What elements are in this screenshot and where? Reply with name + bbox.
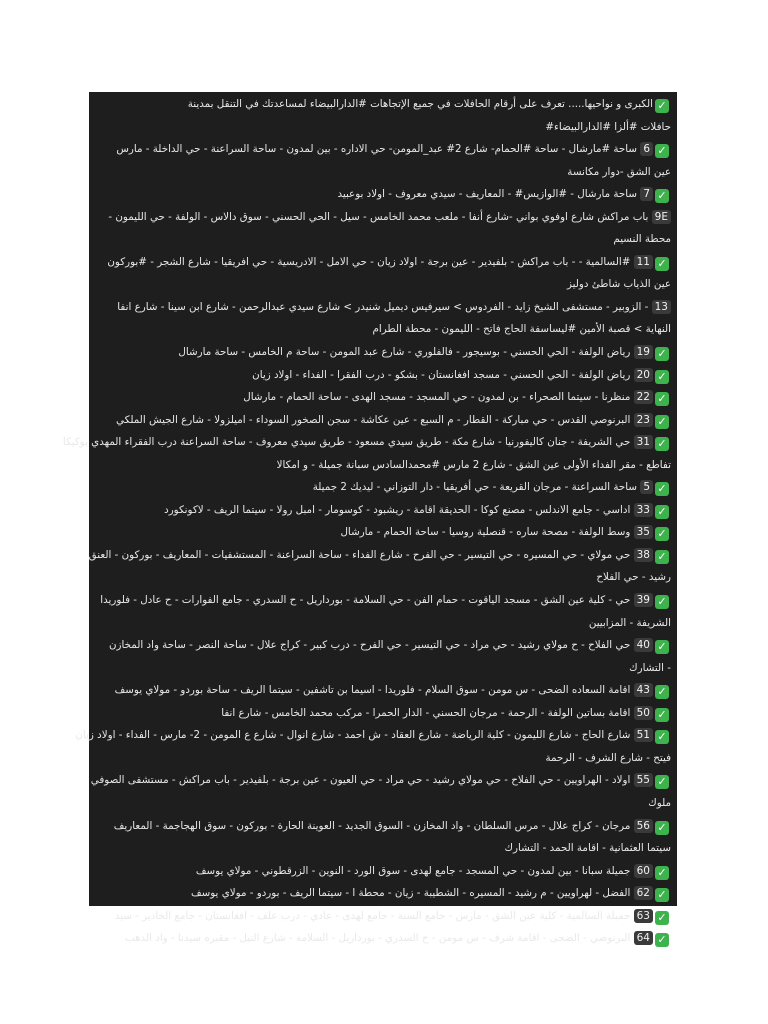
route-text: اقامة السعاده الضحى - س مومن - سوق السلام - فلوريدا - اسيما بن تاشفين - سيتما الريف - ساحة بوردو - مولاي يوسف [114, 684, 631, 697]
line-number: 13 [652, 300, 671, 314]
check-mark-icon: ✓ [655, 708, 669, 722]
route-line [99, 93, 671, 116]
route-text: ساحة السراعنة - مرجان القريعة - حي أفريقيا - دار التوزاني - ليديك 2 جميلة [312, 481, 638, 494]
route-text: الفضل - لهراويين - م رشيد - المسيره - الشطيبة - زيان - محطة ا - سيتما الريف - بوردو - مولاي يوسف [190, 887, 631, 900]
route-line [99, 409, 671, 432]
route-line [99, 792, 671, 815]
line-number: 38 [634, 548, 653, 562]
route-text: ملوك [648, 796, 671, 809]
route-line [99, 657, 671, 680]
route-line [99, 815, 671, 838]
route-line [99, 251, 671, 274]
route-text: حي الشريفة - جنان كاليفورنيا - شارع مكة - طريق سيدي مسعود - طريق سيدي معروف - ساحة السراعنة درب الفقراء المهدي بوكيكا [62, 436, 631, 449]
route-line [99, 228, 671, 251]
check-mark-icon: ✓ [655, 189, 669, 203]
route-text: سيتما العثمانية - اقامة الحمد - التشارك [504, 842, 671, 855]
route-line [99, 905, 671, 928]
route-line [99, 860, 671, 883]
line-number: 11 [634, 255, 653, 269]
route-text: ساحة #مارشال - ساحة #الحمام- شارع 2# عبد_المومن- حي الاداره - بين لمدون - ساحة السراعنة - حي الداخلة - مارس [116, 143, 638, 156]
check-mark-icon: ✓ [655, 527, 669, 541]
check-mark-icon: ✓ [655, 866, 669, 880]
check-mark-icon: ✓ [655, 415, 669, 429]
route-text: رياض الولفة - الحي الحسني - مسجد افغانستان - بشكو - درب الفقرا - الفداء - اولاد زيان [252, 368, 631, 381]
route-text: ساحة مارشال - #الوازيس# - المعاريف - سيدي معروف - اولاد بوعبيد [337, 188, 638, 201]
route-line [99, 454, 671, 477]
line-number: 55 [634, 773, 653, 787]
route-text: رياض الولفة - الحي الحسني - بوسيجور - فالفلوري - شارع عبد المومن - ساحة م الخامس - ساحة مارشال [178, 346, 631, 359]
line-number: 39 [634, 593, 653, 607]
check-mark-icon: ✓ [655, 685, 669, 699]
route-line [99, 296, 671, 319]
route-text: عين الشق -دوار مكانسة [567, 165, 671, 178]
check-mark-icon: ✓ [655, 99, 669, 113]
check-mark-icon: ✓ [655, 505, 669, 519]
route-line [99, 386, 671, 409]
route-text: الكبرى و نواحيها..... تعرف على أرقام الحافلات في جميع الإتجاهات #الدارالبيضاء لمساعدتك في التنقل بمدينة [187, 98, 653, 110]
check-mark-icon: ✓ [655, 550, 669, 564]
line-number: 20 [634, 368, 653, 382]
route-line [99, 747, 671, 770]
route-line [99, 318, 671, 341]
line-number: 19 [634, 345, 653, 359]
route-line [99, 161, 671, 184]
route-line [99, 882, 671, 905]
line-number: 6 [640, 142, 653, 156]
route-text: اقامة بساتين الولفة - الرحمة - مرجان الحسني - الدار الحمرا - مركب محمد الخامس - شارع انفا [221, 706, 631, 719]
route-text: حي الفلاح - ح مولاي رشيد - حي مراد - حي التيسير - حي الفرح - درب كبير - كراج علال - ساحة النصر - ساحة واد المخازن [108, 639, 631, 652]
route-text: - الزوبير - مستشفى الشيخ زايد - الفردوس > سيرفيس ديميل شنيدر > شارع سيدي عبدالرحمن - شارع ابن سينا - شارع انفا [117, 300, 649, 313]
route-text: البرنوصي - الضحى - اقامة شرف - س مومن - ح السدري - بورداريل - السلامة - شارع النيل - مقبره سيدنا - واد الدهب [125, 932, 631, 945]
route-text: منظرنا - سيتما الصحراء - بن لمدون - حي المسجد - مسجد الهدى - ساحة الحمام - مارشال [243, 391, 631, 404]
route-line [99, 837, 671, 860]
line-number: 43 [634, 683, 653, 697]
route-line [99, 138, 671, 161]
check-mark-icon: ✓ [655, 821, 669, 835]
route-line [99, 364, 671, 387]
line-number: 33 [634, 503, 653, 517]
route-text: جميلة سبانا - بين لمدون - حي المسجد - جامع لهدى - سوق الورد - النوين - الزرقطوني - مولاي يوسف [195, 864, 631, 877]
check-mark-icon: ✓ [655, 370, 669, 384]
check-mark-icon: ✓ [655, 595, 669, 609]
route-text: جميلة السالمية - كلية عين الشق - مارس - جامع السنة - جامع لهدى - عادي - درب علف - افغانستان - جامع الخادير - سيد [114, 909, 631, 922]
line-number: 31 [634, 435, 653, 449]
route-text: وسط الولفة - مصحة ساره - قنصلية روسيا - ساحة الحمام - مارشال [340, 526, 631, 539]
line-number: 56 [634, 819, 653, 833]
route-text: تفاطع - مقر الفداء الأولى عين الشق - شارع 2 مارس #محمدالسادس سبانة جميلة - و امكالا [276, 458, 671, 471]
check-mark-icon: ✓ [655, 911, 669, 925]
route-text: حي مولاي - حي المسيره - حي التيسير - حي الفرح - شارع الفداء - ساحة السراعنة - المستشفيات - المعاريف - بوركون - العنق [88, 548, 631, 561]
route-line [99, 183, 671, 206]
check-mark-icon: ✓ [655, 775, 669, 789]
route-line [99, 341, 671, 364]
route-line [99, 476, 671, 499]
line-number: 63 [634, 909, 653, 923]
line-number: 51 [634, 728, 653, 742]
route-line [99, 589, 671, 612]
route-line [99, 116, 671, 139]
route-text: باب مراكش شارع اوفوي بواني -شارع أنفا - ملعب محمد الخامس - سيل - الحي الحسني - سوق دالاس - الولفة - حي الليمون - [108, 210, 649, 223]
line-number: 64 [634, 931, 653, 945]
check-mark-icon: ✓ [655, 730, 669, 744]
route-text: شارع الحاج - شارع الليمون - كلية الرياضة - شارع العقاد - ش احمد - شارع انوال - شارع ع المومن - 2- مارس - الفداء - اولاد زيان [75, 729, 631, 742]
route-line [99, 702, 671, 725]
bus-lines-document [62, 92, 677, 947]
route-text: حافلات #ألزا #الدارالبيضاء# [545, 120, 671, 133]
route-text: اداسي - جامع الاندلس - مصنع كوكا - الحديقة اقامة - ريشبود - كوسومار - امبل رولا - سيتما الريف - لاكونكورد [164, 503, 631, 516]
route-line [62, 431, 671, 454]
route-text: الشريفة - المزابيين [588, 616, 671, 629]
line-number: 9E [652, 210, 671, 224]
route-line [99, 927, 671, 950]
check-mark-icon: ✓ [655, 482, 669, 496]
line-number: 5 [640, 480, 653, 494]
route-line [99, 679, 671, 702]
route-text: #السالمية - - باب مراكش - بلفيدير - عين برجة - اولاد زيان - حي الامل - الادريسية - حي افريقيا - شارع الشجر - #بوركون [107, 255, 631, 268]
line-number: 62 [634, 886, 653, 900]
line-number: 7 [640, 187, 653, 201]
route-line [99, 612, 671, 635]
check-mark-icon: ✓ [655, 144, 669, 158]
route-text: فيتح - شارع الشرف - الرحمة [545, 751, 671, 764]
route-line [99, 206, 671, 229]
check-mark-icon: ✓ [655, 888, 669, 902]
route-line [99, 273, 671, 296]
check-mark-icon: ✓ [655, 437, 669, 451]
route-text: اولاد - الهراويين - حي الفلاح - حي مولاي رشيد - حي مراد - حي العيون - عين برجة - بلفيدير - باب مراكش - مستشفى الصوفي [90, 774, 631, 787]
route-text: - التشارك [629, 661, 671, 674]
route-line [99, 634, 671, 657]
check-mark-icon: ✓ [655, 640, 669, 654]
route-text: عين الذياب شاطئ دوليز [566, 278, 671, 291]
line-number: 22 [634, 390, 653, 404]
route-line [99, 566, 671, 589]
route-line [88, 544, 671, 567]
line-number: 23 [634, 413, 653, 427]
route-line [90, 769, 671, 792]
line-number: 35 [634, 525, 653, 539]
route-line [75, 724, 671, 747]
check-mark-icon: ✓ [655, 347, 669, 361]
route-text: محطة النسيم [613, 233, 671, 246]
check-mark-icon: ✓ [655, 392, 669, 406]
route-text: مرجان - كراج علال - مرس السلطان - واد المخازن - السوق الجديد - العوينة الحارة - بوركون - سوق الهجاجمة - المعاريف [113, 819, 631, 832]
check-mark-icon: ✓ [655, 257, 669, 271]
route-text: حي - كلية عين الشق - مسجد الياقوت - حمام الفن - حي السلامة - بورداريل - ح السدري - جامع الفوارات - ح عادل - فلوريدا [100, 594, 631, 607]
line-number: 50 [634, 706, 653, 720]
line-number: 40 [634, 638, 653, 652]
route-text: رشيد - حي الفلاح [596, 571, 671, 584]
line-number: 60 [634, 864, 653, 878]
check-mark-icon: ✓ [655, 933, 669, 947]
route-line [99, 499, 671, 522]
route-text: النهاية > قصبة الأمين #ليساسفة الحاج فاتح - الليمون - محطة الطرام [372, 323, 671, 336]
route-line [99, 521, 671, 544]
route-text: البرنوصي القدس - حي مباركة - القطار - م السبع - عين عكاشة - سجن الصخور السوداء - اميلزولا - شارع الجيش الملكي [116, 413, 631, 426]
